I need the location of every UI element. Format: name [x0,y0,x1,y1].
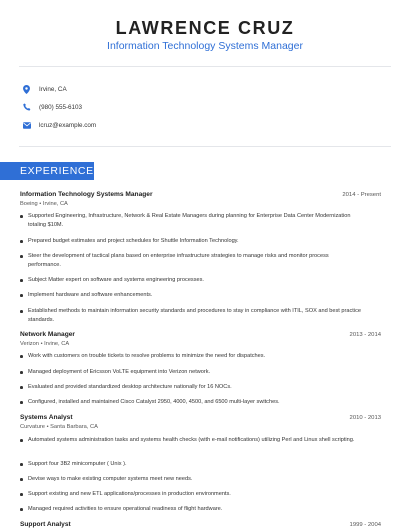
job-location: Santa Barbara, CA [50,424,98,430]
list-item: Established methods to maintain information security standards and procedures to stay in compliance with ITIL, SOX and best practice standards. [20,307,362,326]
bullet-dot [20,355,23,358]
bullet-dot [20,279,23,282]
email-icon [22,121,31,130]
bullet-dot [20,439,23,442]
list-item: Evaluated and provided standardized desktop architecture nationally for 16 NOCs. [20,383,362,392]
job-title: Systems Analyst [20,414,73,421]
name-heading: LAWRENCE CRUZ [115,18,295,38]
list-item: Work with customers on trouble tickets to resolve problems to minimize the need for dispatches. [20,352,362,361]
location-pin-icon [22,85,31,94]
job-location: Irvine, CA [42,201,68,207]
bullet-dot [20,215,23,218]
contact-location-text: Irvine, CA [39,85,67,93]
experience-section-banner: EXPERIENCE [0,162,94,180]
contact-email-text: lcruz@example.com [39,121,97,129]
job-company: Curvature [20,424,45,430]
bullet-dot [20,240,23,243]
list-item: Subject Matter expert on software and systems engineering processes. [20,276,362,285]
list-item: Support four 3B2 minicomputer ( Unix ). [20,460,362,469]
bullet-dot [20,463,23,466]
contact-divider [19,146,391,147]
list-item: Managed required activities to ensure operational readiness of flight hardware. [20,505,362,514]
list-item: Configured, installed and maintained Cisco Catalyst 2950, 4000, 4500, and 6500 multi-layer switches. [20,398,362,407]
bullet-dot [20,493,23,496]
job-title: Network Manager [20,331,75,338]
job-title: Information Technology Systems Manager [20,191,153,198]
bullet-dot [20,310,23,313]
bullet-dot [20,478,23,481]
bullet-dot [20,386,23,389]
job-company: Verizon [20,341,39,347]
job-company-location: Boeing • Irvine, CA [20,201,68,207]
bullet-dot [20,294,23,297]
contact-phone-text: (980) 555-6103 [39,103,83,111]
bullet-dot [20,508,23,511]
list-item: Implement hardware and software enhancements. [20,291,362,300]
phone-icon [22,103,31,112]
job-dates: 1999 - 2004 [349,522,381,528]
list-item: Devise ways to make existing computer systems meet new needs. [20,475,362,484]
list-item: Prepared budget estimates and project schedules for Shuttle Information Technology. [20,237,362,246]
list-item: Managed deployment of Ericsson VoLTE equipment into Verizon network. [20,368,362,377]
bullet-dot [20,371,23,374]
bullet-dot [20,255,23,258]
header-divider [19,66,391,67]
job-company-location: Curvature • Santa Barbara, CA [20,424,98,430]
contact-email [22,119,96,131]
bullet-dot [20,401,23,404]
job-dates: 2013 - 2014 [349,332,381,338]
list-item: Automated systems administration tasks and systems health checks (with e-mail notifications) utilizing Perl and Linux shell scripting. [20,436,362,445]
list-item: Supported Engineering, Infrastructure, Network & Real Estate Managers during planning for Enterprise Data Center Modernization totaling $10M. [20,212,362,231]
list-item: Steer the development of tactical plans based on enterprise infrastructure strategies to manage risks and monitor process performance. [20,252,362,271]
job-title-heading: Information Technology Systems Manager [107,40,303,52]
job-company-location: Verizon • Irvine, CA [20,341,70,347]
list-item: Support existing and new ETL applications/processes in production environments. [20,490,362,499]
contact-location [22,83,67,95]
job-dates: 2010 - 2013 [349,415,381,421]
job-company: Boeing [20,201,38,207]
job-location: Irvine, CA [44,341,70,347]
contact-phone [22,101,82,113]
job-dates: 2014 - Present [342,192,381,198]
job-title: Support Analyst [20,521,71,528]
